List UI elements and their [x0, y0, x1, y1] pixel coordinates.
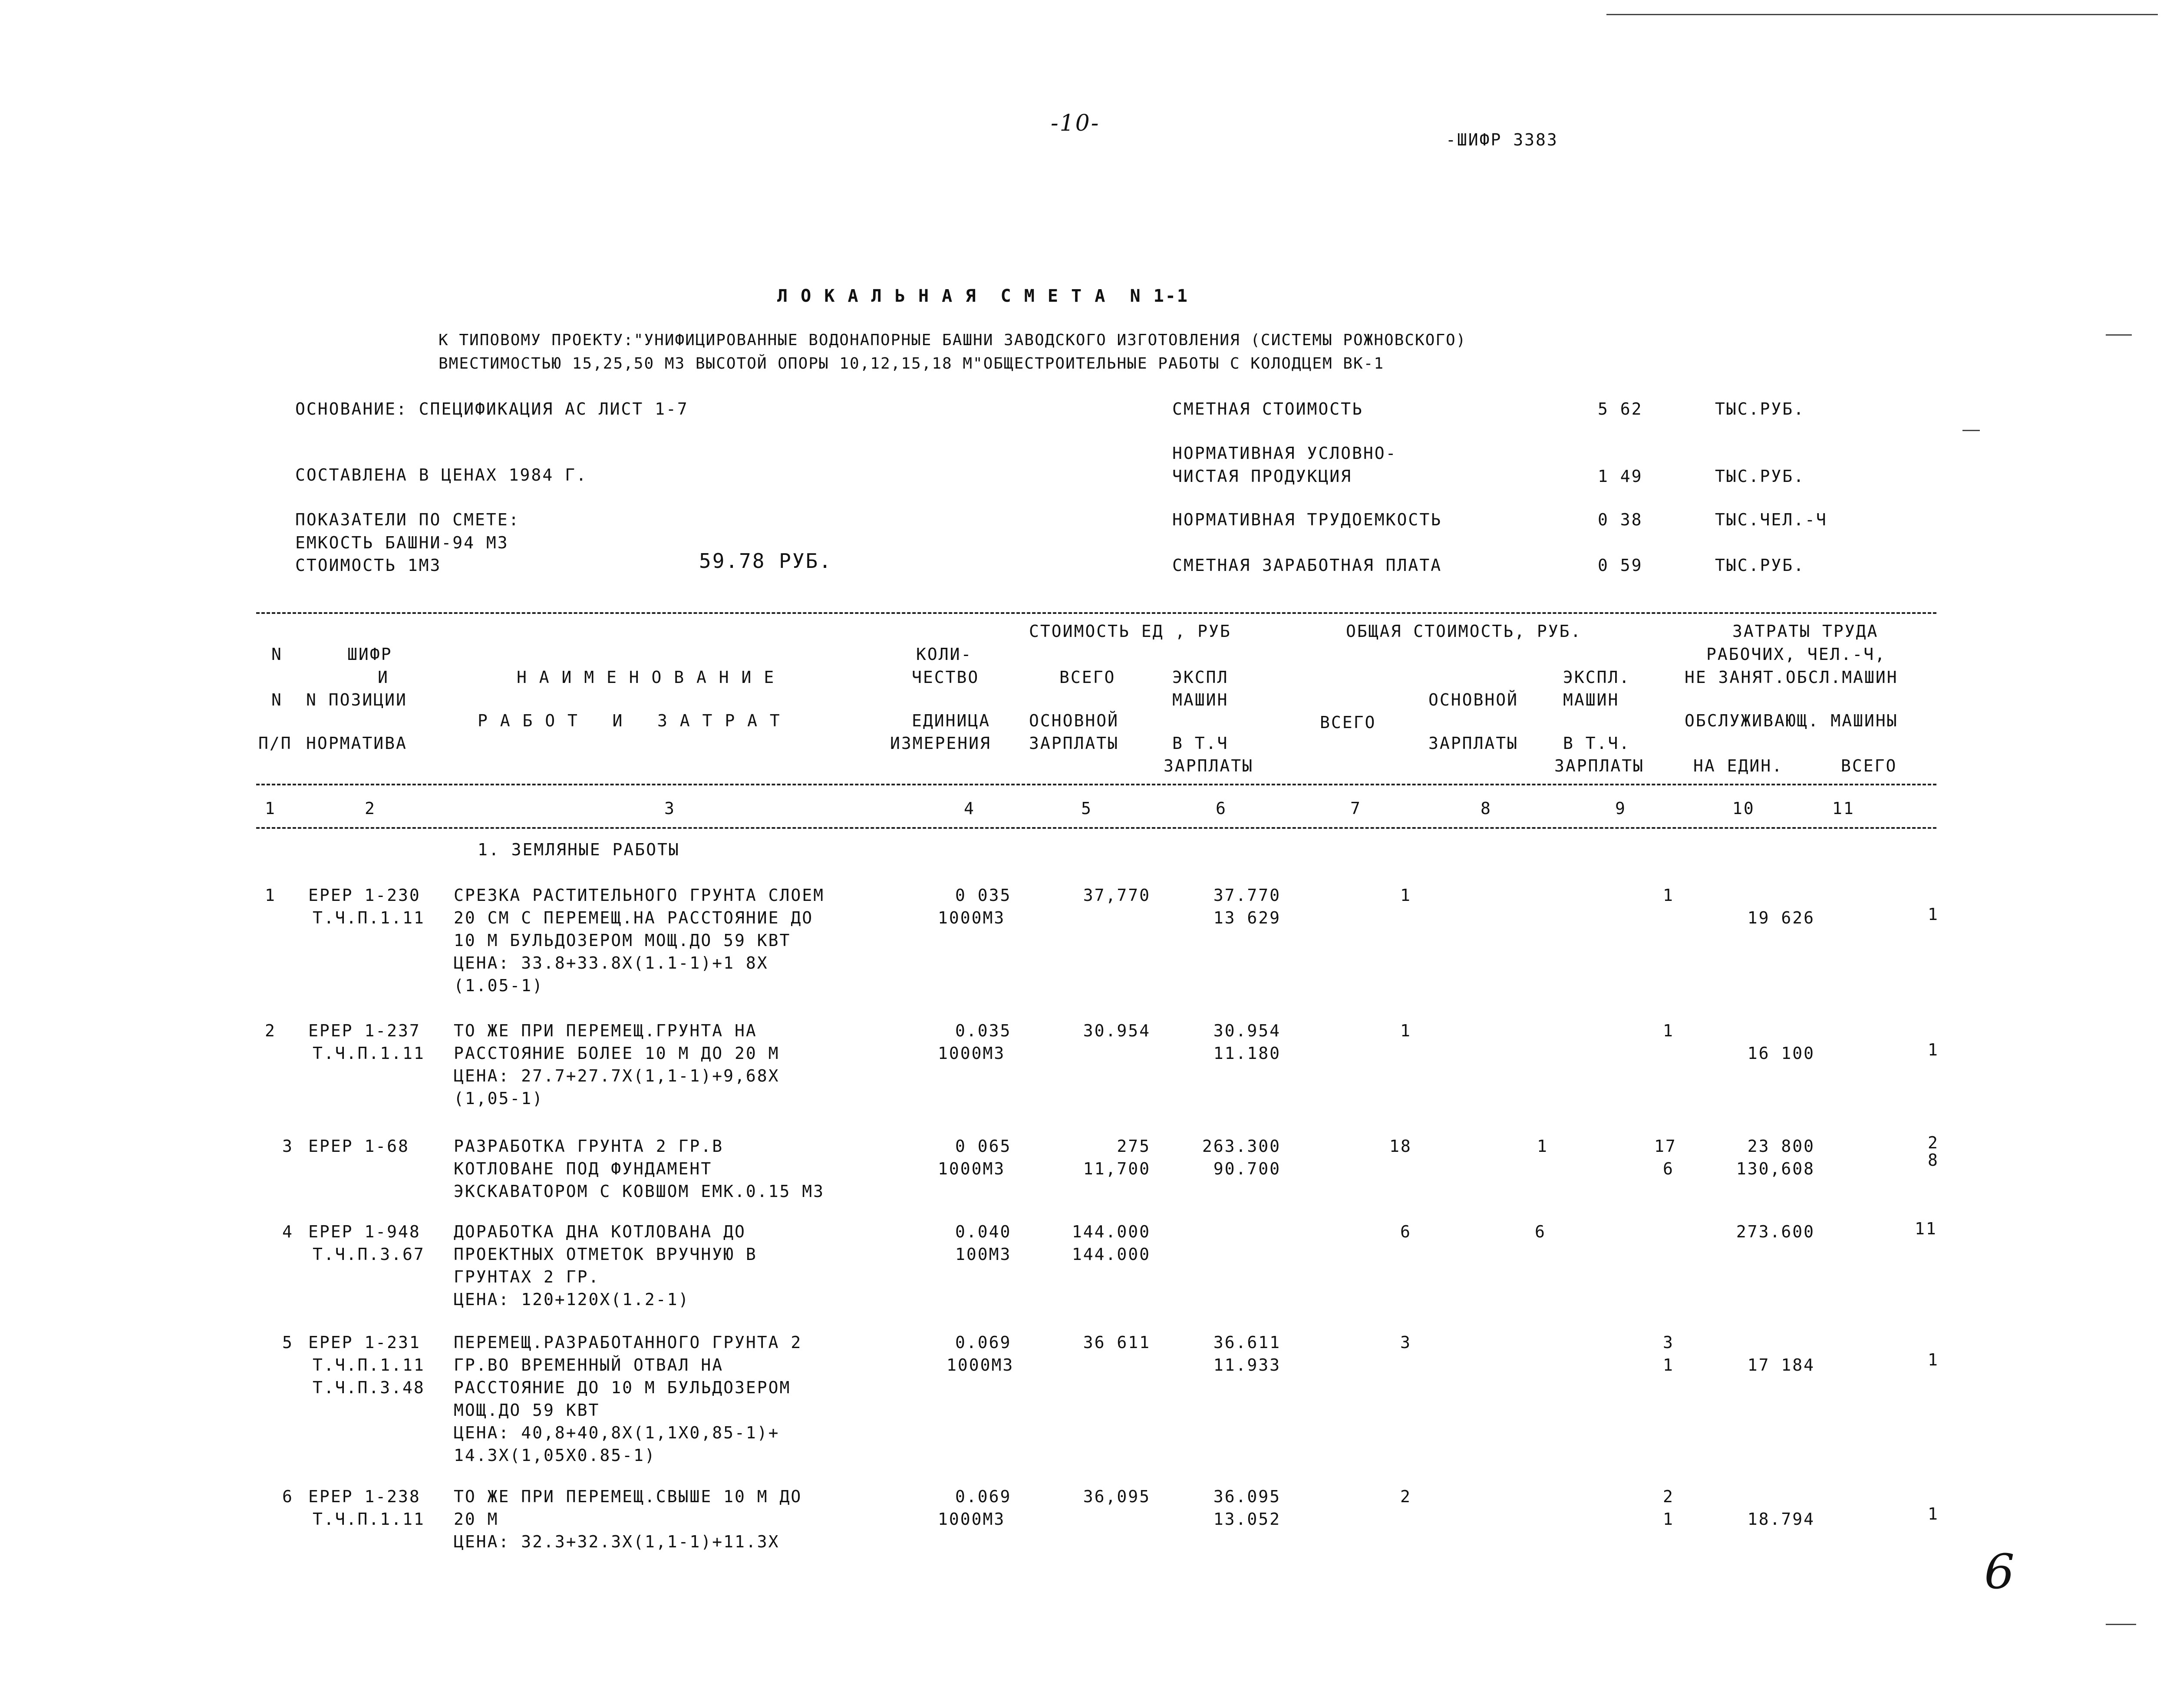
row-machine-total: 1 — [1663, 886, 1674, 905]
row-code: Т.Ч.П.1.11 — [313, 1044, 425, 1063]
row-name: (1,05-1) — [454, 1089, 544, 1108]
header-overall-basic: ЗАРПЛАТЫ — [1428, 734, 1519, 753]
indicators-label: ПОКАЗАТЕЛИ ПО СМЕТЕ: — [295, 510, 520, 529]
header-labor: ОБСЛУЖИВАЮЩ. МАШИНЫ — [1685, 711, 1898, 730]
row-labor-total: 2 — [1928, 1133, 1939, 1152]
row-machine-wages-total: 1 — [1663, 1510, 1674, 1529]
row-machine-cost: 30.954 — [1213, 1021, 1281, 1040]
summary-label: НОРМАТИВНАЯ УСЛОВНО- — [1172, 444, 1397, 463]
row-quantity: 0.040 — [955, 1222, 1012, 1241]
row-labor-unit: 16 100 — [1747, 1044, 1815, 1063]
row-name: ГР.ВО ВРЕМЕННЫЙ ОТВАЛ НА — [454, 1355, 724, 1375]
header-labor: НА ЕДИН. — [1693, 756, 1784, 775]
row-labor-unit: 130,608 — [1736, 1159, 1815, 1178]
header-unit-cost: СТОИМОСТЬ ЕД , РУБ — [1029, 622, 1231, 641]
summary-unit: ТЫС.РУБ. — [1715, 556, 1805, 575]
top-rule — [1606, 14, 2158, 15]
row-code: ЕРЕР 1-230 — [308, 886, 421, 905]
section-title: 1. ЗЕМЛЯНЫЕ РАБОТЫ — [478, 840, 680, 859]
row-unit: 1000М3 — [938, 1159, 1006, 1178]
summary-unit: ТЫС.РУБ. — [1715, 399, 1805, 419]
summary-label: СМЕТНАЯ СТОИМОСТЬ — [1172, 399, 1363, 419]
row-code: Т.Ч.П.3.48 — [313, 1378, 425, 1397]
row-labor-total: 1 — [1928, 1350, 1939, 1369]
row-machine-wages: 90.700 — [1213, 1159, 1281, 1178]
row-name: ПЕРЕМЕЩ.РАЗРАБОТАННОГО ГРУНТА 2 — [454, 1333, 802, 1352]
row-machine-total: 1 — [1663, 1021, 1674, 1040]
row-unit: 1000М3 — [938, 1510, 1006, 1529]
row-number: 6 — [282, 1487, 294, 1506]
column-number: 5 — [1081, 799, 1092, 818]
margin-mark — [1962, 430, 1980, 431]
row-labor-total: 11 — [1915, 1219, 1937, 1238]
header-unit-basic: ОСНОВНОЙ — [1029, 711, 1119, 730]
header-name: Р А Б О Т И З А Т Р А Т — [478, 711, 781, 730]
row-code: Т.Ч.П.1.11 — [313, 1355, 425, 1375]
row-name: ЦЕНА: 33.8+33.8Х(1.1-1)+1 8Х — [454, 953, 768, 973]
row-quantity: 0 065 — [955, 1137, 1012, 1156]
row-unit-cost: 144.000 — [1072, 1222, 1151, 1241]
row-basic-wages: 6 — [1535, 1222, 1546, 1241]
margin-mark — [2106, 334, 2132, 336]
row-name: 20 М — [454, 1510, 499, 1529]
row-quantity: 0 035 — [955, 886, 1012, 905]
row-name: ЭКСКАВАТОРОМ С КОВШОМ ЕМК.0.15 М3 — [454, 1182, 824, 1201]
column-number: 2 — [365, 799, 376, 818]
row-labor-total: 1 — [1928, 1040, 1939, 1059]
row-name: ЦЕНА: 32.3+32.3Х(1,1-1)+11.3Х — [454, 1532, 780, 1551]
header-overall-machines: В Т.Ч. — [1563, 734, 1631, 753]
row-unit: 1000М3 — [938, 1044, 1006, 1063]
header-no: N — [271, 690, 283, 709]
row-name: КОТЛОВАНЕ ПОД ФУНДАМЕНТ — [454, 1159, 712, 1178]
row-quantity: 0.035 — [955, 1021, 1012, 1040]
header-labor: ЗАТРАТЫ ТРУДА — [1732, 622, 1879, 641]
summary-label: СМЕТНАЯ ЗАРАБОТНАЯ ПЛАТА — [1172, 556, 1442, 575]
margin-mark — [2106, 1624, 2136, 1625]
header-labor: НЕ ЗАНЯТ.ОБСЛ.МАШИН — [1685, 668, 1898, 687]
row-code: Т.Ч.П.3.67 — [313, 1245, 425, 1264]
row-labor-total: 8 — [1928, 1151, 1939, 1170]
project-line-1: К ТИПОВОМУ ПРОЕКТУ:"УНИФИЦИРОВАННЫЕ ВОДОНАПОРНЫЕ БАШНИ ЗАВОДСКОГО ИЗГОТОВЛЕНИЯ (СИСТЕМЫ РОЖНОВСКОГО) — [439, 331, 1467, 349]
row-labor-unit: 19 626 — [1747, 908, 1815, 927]
row-total: 2 — [1400, 1487, 1411, 1506]
row-name: 14.3Х(1,05Х0.85-1) — [454, 1446, 656, 1465]
row-number: 2 — [265, 1021, 276, 1040]
row-name: ДОРАБОТКА ДНА КОТЛОВАНА ДО — [454, 1222, 746, 1241]
header-unit-machines: В Т.Ч — [1172, 734, 1229, 753]
header-code: И — [378, 668, 389, 687]
row-name: (1.05-1) — [454, 976, 544, 995]
row-number: 5 — [282, 1333, 294, 1352]
row-machine-wages: 13.052 — [1213, 1510, 1281, 1529]
header-unit-basic: ЗАРПЛАТЫ — [1029, 734, 1119, 753]
row-name: СРЕЗКА РАСТИТЕЛЬНОГО ГРУНТА СЛОЕМ — [454, 886, 824, 905]
row-labor-total: 1 — [1928, 1504, 1939, 1523]
header-labor: РАБОЧИХ, ЧЕЛ.-Ч, — [1706, 645, 1886, 664]
project-line-2: ВМЕСТИМОСТЬЮ 15,25,50 М3 ВЫСОТОЙ ОПОРЫ 10,12,15,18 М"ОБЩЕСТРОИТЕЛЬНЫЕ РАБОТЫ С КОЛОДЦЕМ ВК-1 — [439, 355, 1384, 373]
row-machine-total: 2 — [1663, 1487, 1674, 1506]
row-number: 3 — [282, 1137, 294, 1156]
row-total: 18 — [1389, 1137, 1412, 1156]
row-code: Т.Ч.П.1.11 — [313, 1510, 425, 1529]
document-title: Л О К А Л Ь Н А Я С М Е Т А N 1-1 — [777, 286, 1189, 306]
row-name: ПРОЕКТНЫХ ОТМЕТОК ВРУЧНУЮ В — [454, 1245, 757, 1264]
header-code: ШИФР — [347, 645, 392, 664]
row-machine-cost: 36.095 — [1213, 1487, 1281, 1506]
row-unit: 1000М3 — [946, 1355, 1014, 1375]
row-labor-unit: 17 184 — [1747, 1355, 1815, 1375]
row-unit: 1000М3 — [938, 908, 1006, 927]
header-qty: КОЛИ- — [916, 645, 973, 664]
column-number: 6 — [1216, 799, 1227, 818]
row-unit-cost: 36 611 — [1083, 1333, 1151, 1352]
row-name: ТО ЖЕ ПРИ ПЕРЕМЕЩ.СВЫШЕ 10 М ДО — [454, 1487, 802, 1506]
composed-line: СОСТАВЛЕНА В ЦЕНАХ 1984 Г. — [295, 465, 587, 485]
summary-value: 0 38 — [1598, 510, 1643, 529]
column-number: 11 — [1832, 799, 1855, 818]
row-machine-cost: 263.300 — [1202, 1137, 1281, 1156]
unit-cost-label: СТОИМОСТЬ 1М3 — [295, 556, 442, 575]
column-numbers-rule — [256, 827, 1936, 829]
row-name: МОЩ.ДО 59 КВТ — [454, 1401, 600, 1420]
capacity-line: ЕМКОСТЬ БАШНИ-94 М3 — [295, 533, 509, 552]
row-machine-wages: 13 629 — [1213, 908, 1281, 927]
header-unit-machines: ЭКСПЛ — [1172, 668, 1229, 687]
summary-value: 1 49 — [1598, 467, 1643, 486]
column-number: 1 — [265, 799, 276, 818]
header-unit-machines: МАШИН — [1172, 690, 1229, 709]
row-name: РАССТОЯНИЕ ДО 10 М БУЛЬДОЗЕРОМ — [454, 1378, 791, 1397]
row-unit-cost: 30.954 — [1083, 1021, 1151, 1040]
row-labor-unit: 18.794 — [1747, 1510, 1815, 1529]
row-code: ЕРЕР 1-68 — [308, 1137, 409, 1156]
header-overall-machines: ЭКСПЛ. — [1563, 668, 1631, 687]
row-labor-total: 1 — [1928, 905, 1939, 924]
row-machine-wages-total: 1 — [1663, 1355, 1674, 1375]
summary-unit: ТЫС.РУБ. — [1715, 467, 1805, 486]
header-code: НОРМАТИВА — [306, 734, 407, 753]
header-qty: ЕДИНИЦА — [912, 711, 991, 730]
summary-value: 5 62 — [1598, 399, 1643, 419]
cipher-code: -ШИФР 3383 — [1446, 130, 1558, 149]
unit-cost-value: 59.78 РУБ. — [699, 549, 832, 573]
header-overall-basic: ОСНОВНОЙ — [1428, 690, 1519, 709]
header-overall-machines: ЗАРПЛАТЫ — [1554, 756, 1645, 775]
row-machine-cost: 37.770 — [1213, 886, 1281, 905]
row-code: ЕРЕР 1-231 — [308, 1333, 421, 1352]
row-name: ГРУНТАХ 2 ГР. — [454, 1267, 600, 1286]
row-total: 3 — [1400, 1333, 1411, 1352]
header-unit-machines: ЗАРПЛАТЫ — [1164, 756, 1254, 775]
row-code: ЕРЕР 1-237 — [308, 1021, 421, 1040]
row-machine-wages: 11.933 — [1213, 1355, 1281, 1375]
header-overall-machines: МАШИН — [1563, 690, 1619, 709]
basis-line: ОСНОВАНИЕ: СПЕЦИФИКАЦИЯ АС ЛИСТ 1-7 — [295, 399, 689, 419]
header-overall-total: ВСЕГО — [1320, 713, 1376, 732]
row-code: ЕРЕР 1-238 — [308, 1487, 421, 1506]
column-number: 4 — [964, 799, 975, 818]
row-number: 1 — [265, 886, 276, 905]
header-name: Н А И М Е Н О В А Н И Е — [517, 668, 775, 687]
row-name: 20 СМ С ПЕРЕМЕЩ.НА РАССТОЯНИЕ ДО — [454, 908, 814, 927]
sheet-mark: 6 — [1984, 1544, 2016, 1599]
row-machine-total: 3 — [1663, 1333, 1674, 1352]
row-name: 10 М БУЛЬДОЗЕРОМ МОЩ.ДО 59 КВТ — [454, 931, 791, 950]
row-number: 4 — [282, 1222, 294, 1241]
row-machine-cost: 36.611 — [1213, 1333, 1281, 1352]
row-name: ЦЕНА: 120+120Х(1.2-1) — [454, 1290, 690, 1309]
row-code: Т.Ч.П.1.11 — [313, 908, 425, 927]
summary-value: 0 59 — [1598, 556, 1643, 575]
header-unit-total: ВСЕГО — [1059, 668, 1116, 687]
row-name: ЦЕНА: 27.7+27.7Х(1,1-1)+9,68Х — [454, 1066, 780, 1085]
column-number: 7 — [1350, 799, 1362, 818]
row-basic-wages: 1 — [1537, 1137, 1548, 1156]
column-number: 8 — [1481, 799, 1492, 818]
row-unit-cost: 275 — [1117, 1137, 1151, 1156]
row-name: ЦЕНА: 40,8+40,8Х(1,1Х0,85-1)+ — [454, 1423, 780, 1442]
column-number: 9 — [1615, 799, 1626, 818]
header-no: N — [271, 645, 283, 664]
row-machine-total: 17 — [1654, 1137, 1677, 1156]
row-labor-unit: 23 800 — [1747, 1137, 1815, 1156]
table-top-rule — [256, 612, 1936, 614]
header-rule — [256, 784, 1936, 785]
row-quantity: 0.069 — [955, 1333, 1012, 1352]
summary-label: ЧИСТАЯ ПРОДУКЦИЯ — [1172, 467, 1352, 486]
row-code: ЕРЕР 1-948 — [308, 1222, 421, 1241]
header-overall-cost: ОБЩАЯ СТОИМОСТЬ, РУБ. — [1346, 622, 1582, 641]
header-qty: ЧЕСТВО — [912, 668, 979, 687]
row-total: 1 — [1400, 1021, 1411, 1040]
header-no: П/П — [258, 734, 292, 753]
row-unit-wages: 144.000 — [1072, 1245, 1151, 1264]
row-name: РАССТОЯНИЕ БОЛЕЕ 10 М ДО 20 М — [454, 1044, 780, 1063]
row-unit-wages: 11,700 — [1083, 1159, 1151, 1178]
header-code: N ПОЗИЦИИ — [306, 690, 407, 709]
row-unit-cost: 36,095 — [1083, 1487, 1151, 1506]
row-unit-cost: 37,770 — [1083, 886, 1151, 905]
row-total: 6 — [1400, 1222, 1411, 1241]
row-unit: 100М3 — [955, 1245, 1012, 1264]
row-machine-wages-total: 6 — [1663, 1159, 1674, 1178]
header-labor: ВСЕГО — [1841, 756, 1897, 775]
header-qty: ИЗМЕРЕНИЯ — [890, 734, 991, 753]
row-quantity: 0.069 — [955, 1487, 1012, 1506]
column-number: 10 — [1732, 799, 1755, 818]
row-name: РАЗРАБОТКА ГРУНТА 2 ГР.В — [454, 1137, 724, 1156]
column-number: 3 — [664, 799, 676, 818]
row-name: ТО ЖЕ ПРИ ПЕРЕМЕЩ.ГРУНТА НА — [454, 1021, 757, 1040]
row-machine-wages: 11.180 — [1213, 1044, 1281, 1063]
summary-label: НОРМАТИВНАЯ ТРУДОЕМКОСТЬ — [1172, 510, 1442, 529]
page-number: -10- — [1051, 110, 1100, 136]
summary-unit: ТЫС.ЧЕЛ.-Ч — [1715, 510, 1827, 529]
row-total: 1 — [1400, 886, 1411, 905]
row-labor-unit: 273.600 — [1736, 1222, 1815, 1241]
